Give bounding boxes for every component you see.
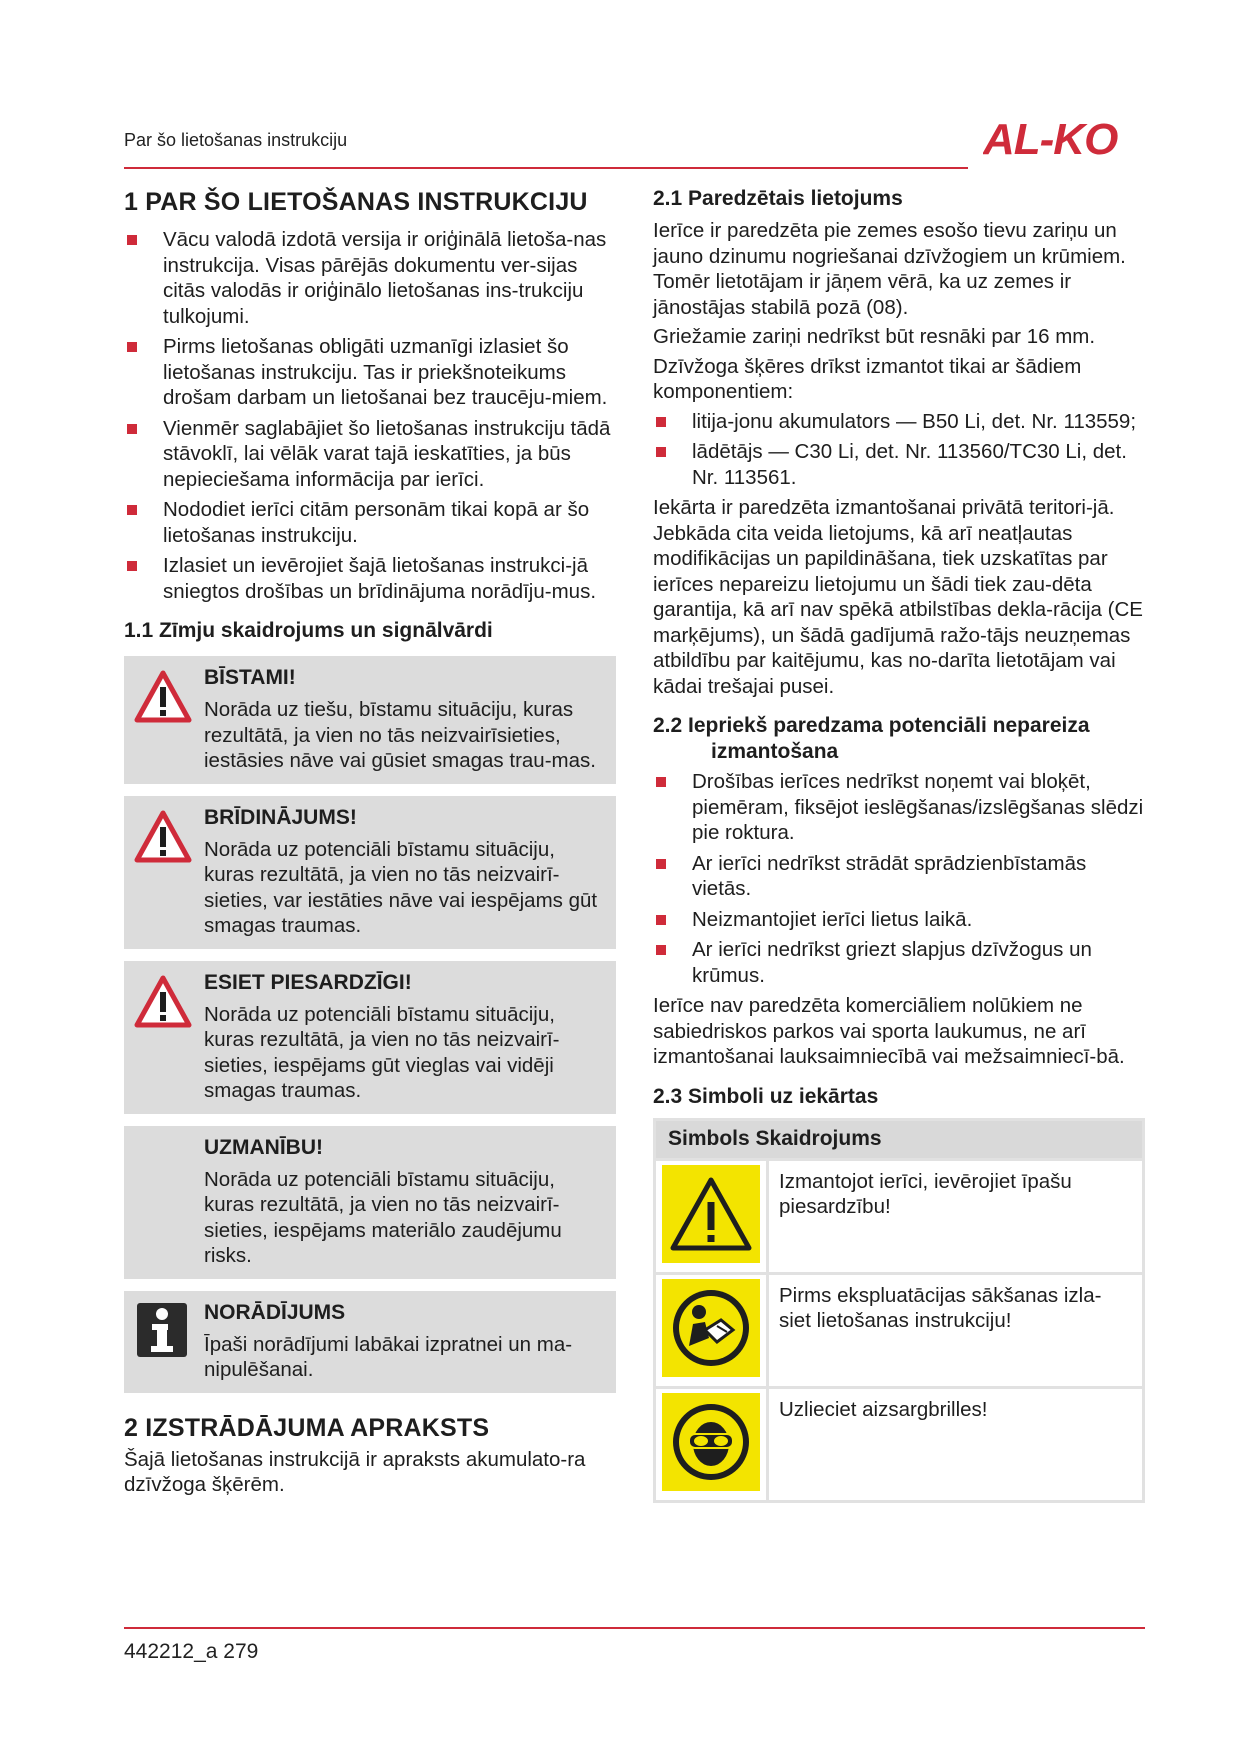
signal-word: BRĪDINĀJUMS!	[204, 805, 357, 829]
signal-word: BĪSTAMI!	[204, 666, 296, 689]
symbol-explanation: Pirms ekspluatācijas sākšanas izla-siet lietošanas instrukciju!	[768, 1273, 1144, 1387]
left-column	[124, 180, 616, 1502]
symbols-table	[653, 1118, 1145, 1503]
al-ko-logo	[983, 116, 1145, 160]
table-header: Simbols Skaidrojums	[655, 1119, 1144, 1159]
paragraph: Dzīvžoga šķēres drīkst izmantot tikai ar šādiem komponentiem:	[653, 354, 1082, 403]
warning-triangle-icon	[134, 975, 192, 1029]
paragraph: Ierīce nav paredzēta komerciāliem nolūkiem ne sabiedriskos parkos vai sporta laukumus, ne arī izmantošanai lauksaimniecībā vai mežsaimniecī-bā.	[653, 994, 1125, 1068]
signal-box-note	[124, 1291, 616, 1393]
misuse-list	[653, 769, 1145, 988]
signal-word: ESIET PIESARDZĪGI!	[204, 970, 412, 994]
safety-goggles-icon	[662, 1393, 760, 1491]
paragraph: Iekārta ir paredzēta izmantošanai privātā teritori-jā. Jebkāda cita veida lietojums, kā arī neatļautas modifikācijas un papildināšana, tiek uzskatītas par ierīces nepareizu lietojumu un šādi tiek zau-dēta garantija, kā arī nav spēkā atbilstības dekla-rācija (CE marķējums), un šādā gadījumā ražo-tājs neuzņemas atbildību par kaitējumu, kas no-darīta lietotājam vai kādai trešajai pusei.	[653, 496, 1143, 698]
list-item: Nododiet ierīci citām personām tikai kopā ar šo lietošanas instrukciju.	[124, 497, 616, 548]
section-2-2-heading-continued: izmantošana	[711, 740, 839, 763]
read-manual-graphic	[669, 1286, 753, 1370]
section-2-3-heading: 2.3 Simboli uz iekārtas	[653, 1084, 879, 1108]
caution-triangle-graphic	[669, 1174, 753, 1254]
section-1-bullets	[124, 227, 616, 604]
components-list	[653, 409, 1145, 491]
warning-triangle-icon	[134, 810, 192, 864]
signal-box-attention	[124, 1126, 616, 1279]
list-item: Neizmantojiet ierīci lietus laikā.	[653, 907, 1145, 933]
caution-sign-icon	[662, 1165, 760, 1263]
signal-description: Norāda uz potenciāli bīstamu situāciju, kuras rezultātā, ja vien no tās neizvairī-sieties, var iestāties nāve vai iespējams gūt smagas traumas.	[204, 837, 598, 937]
list-item: Ar ierīci nedrīkst griezt slapjus dzīvžogus un krūmus.	[653, 937, 1145, 988]
signal-word: NORĀDĪJUMS	[204, 1300, 346, 1324]
signal-description: Norāda uz potenciāli bīstamu situāciju, kuras rezultātā, ja vien no tās neizvairī-sieties, iespējams materiālo zaudējumu risks.	[204, 1167, 562, 1267]
signal-description: Norāda uz potenciāli bīstamu situāciju, kuras rezultātā, ja vien no tās neizvairī-sieties, iespējams gūt vieglas vai vidēji smagas traumas.	[204, 1002, 560, 1102]
logo-text: AL-KO	[983, 116, 1118, 160]
signal-box-danger	[124, 656, 616, 784]
table-row	[655, 1387, 1144, 1501]
running-header: Par šo lietošanas instrukciju	[124, 130, 348, 150]
list-item: Drošības ierīces nedrīkst noņemt vai bloķēt, piemēram, fiksējot ieslēgšanas/izslēgšanas slēdzi pie roktura.	[653, 769, 1145, 846]
signal-box-caution	[124, 961, 616, 1114]
list-item: Izlasiet un ievērojiet šajā lietošanas instrukci-jā sniegtos drošības un brīdinājuma norādīju-mus.	[124, 553, 616, 604]
signal-box-warning	[124, 796, 616, 949]
read-manual-icon	[662, 1279, 760, 1377]
section-2-2-heading: 2.2 Iepriekš paredzama potenciāli nepareiza	[653, 714, 1090, 737]
symbol-explanation: Izmantojot ierīci, ievērojiet īpašu piesardzību!	[768, 1159, 1144, 1273]
right-column	[653, 180, 1145, 1503]
signal-description: Norāda uz tiešu, bīstamu situāciju, kuras rezultātā, ja vien no tās neizvairīsieties, iestāsies nāve vai gūsiet smagas trau-mas.	[204, 698, 596, 772]
info-icon	[134, 1303, 192, 1357]
page-number: 442212_a 279	[124, 1640, 259, 1663]
warning-triangle-icon	[134, 670, 192, 724]
section-1-heading: 1 PAR ŠO LIETOŠANAS INSTRUKCIJU	[124, 188, 588, 216]
symbol-cell	[655, 1273, 768, 1387]
section-2-heading: 2 IZSTRĀDĀJUMA APRAKSTS	[124, 1413, 490, 1442]
header-rule	[124, 167, 968, 169]
list-item: Pirms lietošanas obligāti uzmanīgi izlasiet šo lietošanas instrukciju. Tas ir priekšnoteikums drošam darbam un lietošanai bez traucēju-miem.	[124, 334, 616, 411]
paragraph: Griežamie zariņi nedrīkst būt resnāki par 16 mm.	[653, 325, 1096, 348]
section-2-1-heading: 2.1 Paredzētais lietojums	[653, 187, 903, 210]
symbol-cell	[655, 1387, 768, 1501]
list-item: Vienmēr saglabājiet šo lietošanas instrukciju tādā stāvoklī, lai vēlāk varat tajā ieskatīties, ja būs nepieciešama informācija par ierīci.	[124, 416, 616, 493]
section-1-1-heading: 1.1 Zīmju skaidrojums un signālvārdi	[124, 619, 493, 642]
list-item: Ar ierīci nedrīkst strādāt sprādzienbīstamās vietās.	[653, 851, 1145, 902]
list-item: litija-jonu akumulators — B50 Li, det. Nr. 113559;	[653, 409, 1145, 435]
signal-description: Īpaši norādījumi labākai izpratnei un ma-nipulēšanai.	[204, 1332, 573, 1381]
list-item: Vācu valodā izdotā versija ir oriģinālā lietoša-nas instrukcija. Visas pārējās dokumentu ver-sijas citās valodās ir oriģinālo lietošanas ins-trukciju tulkojumi.	[124, 227, 616, 329]
table-row	[655, 1159, 1144, 1273]
signal-word: UZMANĪBU!	[204, 1135, 323, 1159]
table-header-row	[655, 1119, 1144, 1159]
symbol-cell	[655, 1159, 768, 1273]
table-row	[655, 1273, 1144, 1387]
safety-goggles-graphic	[669, 1400, 753, 1484]
list-item: lādētājs — C30 Li, det. Nr. 113560/TC30 Li, det. Nr. 113561.	[653, 439, 1145, 490]
symbol-explanation: Uzlieciet aizsargbrilles!	[768, 1387, 1144, 1501]
footer-rule	[124, 1627, 1145, 1629]
section-2-text: Šajā lietošanas instrukcijā ir apraksts akumulato-ra dzīvžoga šķērēm.	[124, 1447, 586, 1496]
paragraph: Ierīce ir paredzēta pie zemes esošo tievu zariņu un jauno dzinumu nogriešanai dzīvžogiem un krūmiem. Tomēr lietotājam ir jāņem vērā, ka uz zemes ir jānostājas stabilā pozā (08).	[653, 219, 1126, 319]
